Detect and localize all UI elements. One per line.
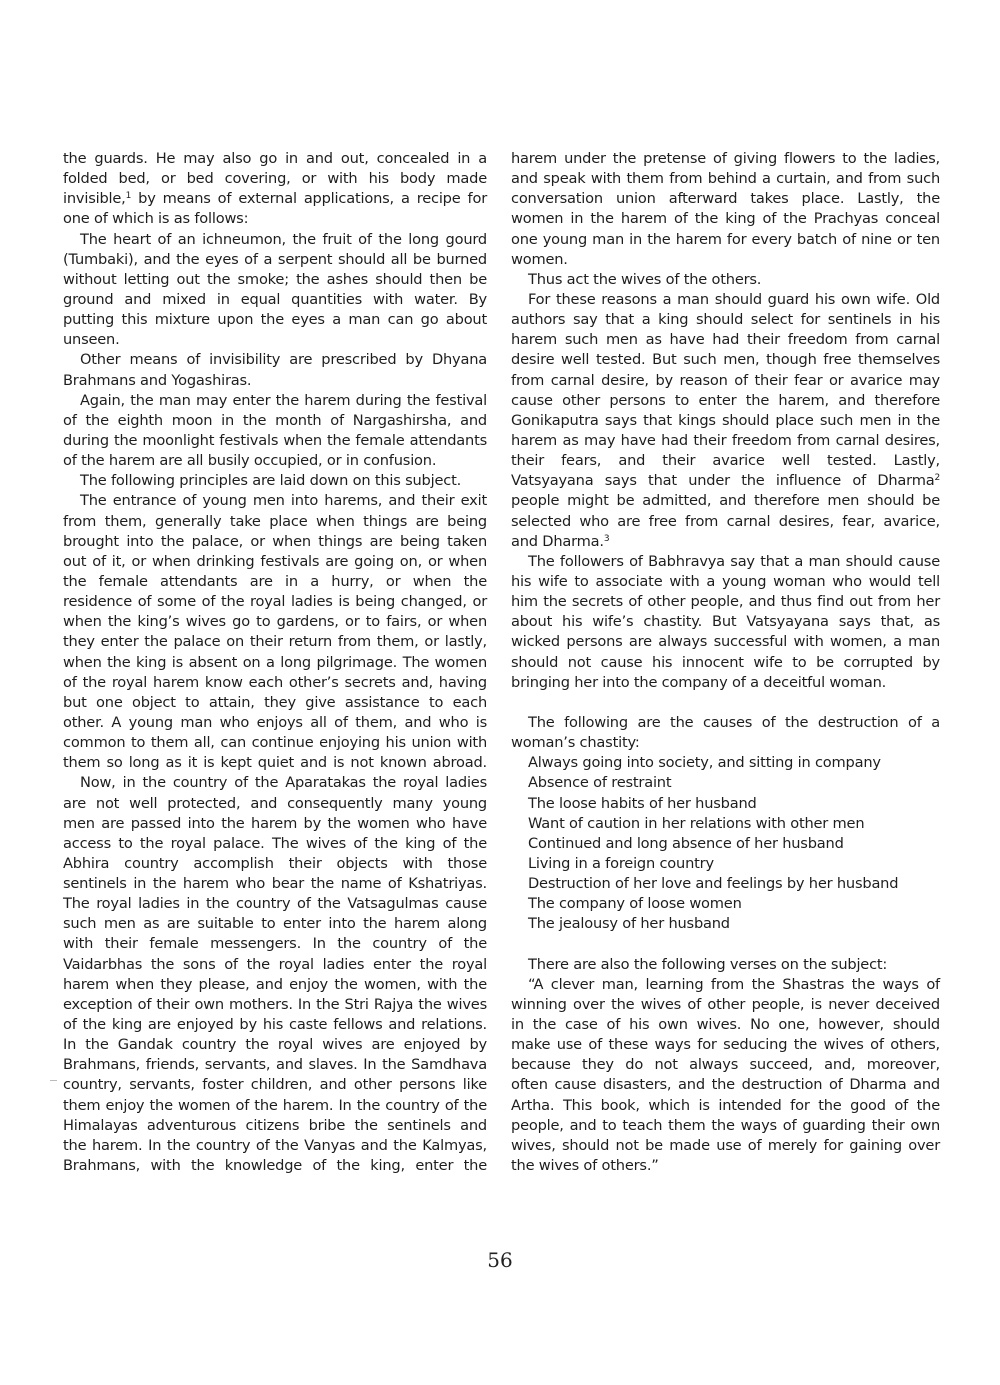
text-line: they enter the palace on their return from them, or lastly,	[63, 633, 487, 651]
list-item: Always going into society, and sitting in company	[528, 754, 881, 772]
text-line: from them, generally take place when things are being	[63, 512, 487, 530]
text-line: his wife to associate with a young woman who would tell	[511, 572, 940, 590]
text-line: and speak with them from behind a curtain, and from such	[511, 170, 940, 188]
text-line: of the harem are all busily occupied, or in confusion.	[63, 452, 437, 470]
text-line: such men as are suitable to enter into the harem along	[63, 915, 487, 933]
text-line: men are passed into the harem by the women who have	[63, 814, 487, 832]
text-line: The royal ladies in the country of the Vatsagulmas cause	[63, 895, 487, 913]
text-line: harem when they please, and enjoy the women, with the	[63, 975, 487, 993]
text-line: the guards. He may also go in and out, concealed in a	[63, 150, 487, 167]
text-line: from carnal desire, by reason of their fear or avarice may	[511, 371, 940, 389]
text-line: There are also the following verses on the subject:	[528, 955, 888, 973]
list-item: Living in a foreign country	[528, 854, 714, 872]
text-line: are not well protected, and consequently many young	[63, 794, 487, 812]
text-line: when the king’s wives go to gardens, or to fairs, or when	[63, 613, 487, 631]
text-line: the wives of others.”	[511, 1157, 659, 1175]
right-text-column	[511, 149, 940, 1176]
text-line: selected who are free from carnal desires, fear, avarice,	[511, 512, 940, 530]
text-line: winning over the wives of other people, is never deceived	[511, 995, 940, 1013]
text-line: access to the royal palace. The wives of the king of the	[63, 834, 487, 852]
paragraph-gap	[511, 693, 940, 713]
text-line: Now, in the country of the Aparatakas the royal ladies	[80, 774, 487, 792]
text-line: one young man in the harem for every batch of nine or ten	[511, 230, 940, 248]
list-item: The loose habits of her husband	[528, 794, 757, 812]
text-line: without letting out the smoke; the ashes should then be	[63, 270, 487, 288]
list-item: Destruction of her love and feelings by her husband	[528, 875, 899, 893]
list-item: The jealousy of her husband	[528, 915, 730, 933]
list-item: The company of loose women	[528, 895, 742, 913]
text-line: of the royal harem know each other’s secrets and, having	[63, 673, 487, 691]
text-line: sentinels in the harem who bear the name of Kshatriyas.	[63, 875, 487, 893]
text-line: residence of some of the royal ladies is being changed, or	[63, 593, 487, 611]
text-line: and Dharma.$^3$	[511, 532, 610, 550]
text-line: harem as may have had their freedom from carnal desires,	[511, 431, 940, 449]
text-line: people, and to teach them the ways of guarding their own	[511, 1116, 940, 1134]
text-line: them enjoy the women of the harem. In the country of the	[63, 1096, 487, 1114]
text-line: people might be admitted, and therefore men should be	[511, 492, 940, 510]
page-number: 56	[487, 1248, 513, 1272]
text-line: authors say that a king should select for sentinels in his	[511, 311, 940, 329]
text-line: desire well tested. But such men, though free themselves	[511, 351, 940, 369]
text-line: The heart of an ichneumon, the fruit of the long gourd	[80, 230, 487, 248]
text-line: Brahmans, friends, servants, and slaves. In the Samdhava	[63, 1056, 487, 1074]
text-line: often cause disasters, and the destruction of Dharma and	[511, 1076, 940, 1094]
text-line: out of it, or when drinking festivals are going on, or when	[63, 552, 487, 570]
text-line: bringing her into the company of a deceitful woman.	[511, 673, 887, 691]
left-text-column	[63, 149, 487, 1176]
text-line: woman’s chastity:	[511, 734, 640, 752]
text-line: conversation union afterward takes place. Lastly, the	[511, 190, 940, 208]
text-line: The followers of Babhravya say that a man should cause	[528, 552, 940, 570]
text-line: Brahmans and Yogashiras.	[63, 371, 252, 389]
text-line: The following principles are laid down on this subject.	[80, 472, 462, 490]
text-line: of the king are enjoyed by his caste fellows and relations.	[63, 1016, 487, 1034]
text-line: (Tumbaki), and the eyes of a serpent should all be burned	[63, 250, 487, 268]
text-line: common to them all, can continue enjoying his union with	[63, 734, 487, 752]
text-line: women in the harem of the king of the Prachyas conceal	[511, 210, 940, 228]
paragraph-gap	[511, 934, 940, 954]
text-line: harem under the pretense of giving flowers to the ladies,	[511, 150, 940, 167]
text-line: For these reasons a man should guard his own wife. Old	[528, 290, 940, 308]
text-line: In the Gandak country the royal wives are enjoyed by	[63, 1036, 487, 1054]
text-line: women.	[511, 250, 568, 268]
list-item: Continued and long absence of her husband	[528, 834, 844, 852]
text-line: cause other persons to enter the harem, and therefore	[511, 391, 940, 409]
text-line: him the secrets of other people, and thus find out from her	[511, 593, 940, 611]
text-line: “A clever man, learning from the Shastras the ways of	[528, 975, 940, 993]
text-line: Vaidarbhas the sons of the royal ladies enter the royal	[63, 955, 487, 973]
text-line: unseen.	[63, 331, 120, 349]
text-line: invisible,$^1$ by means of external applications, a recipe for	[63, 190, 487, 208]
text-line: when the king is absent on a long pilgrimage. The women	[63, 653, 487, 671]
text-line: one of which is as follows:	[63, 210, 249, 228]
text-line: Thus act the wives of the others.	[528, 270, 762, 288]
text-line: their fears, and their avarice well tested. Lastly,	[511, 452, 940, 470]
text-line: harem such men as have had their freedom from carnal	[511, 331, 940, 349]
text-line: the female attendants are in a hurry, or when the	[63, 572, 487, 590]
list-item: Want of caution in her relations with other men	[528, 814, 865, 832]
margin-mark	[50, 1080, 57, 1081]
text-line: Gonikaputra says that kings should place such men in the	[511, 411, 940, 429]
text-line: other. A young man who enjoys all of them, and who is	[63, 713, 487, 731]
text-line: because they do not always succeed, and, moreover,	[511, 1056, 940, 1074]
text-line: Artha. This book, which is intended for the good of the	[511, 1096, 940, 1114]
text-line: should not cause his innocent wife to be corrupted by	[511, 653, 940, 671]
text-line: but one object to attain, they give assistance to each	[63, 693, 487, 711]
text-line: wives, should not be made use of merely for gaining over	[511, 1136, 940, 1154]
text-line: Brahmans, with the knowledge of the king, enter the	[63, 1157, 487, 1175]
text-line: The following are the causes of the destruction of a	[528, 713, 940, 731]
text-line: wicked persons are always successful with women, a man	[511, 633, 940, 651]
text-line: putting this mixture upon the eyes a man can go about	[63, 311, 487, 329]
list-item: Absence of restraint	[528, 774, 672, 792]
text-line: Other means of invisibility are prescribed by Dhyana	[80, 351, 487, 369]
text-line: folded bed, or bed covering, or with his body made	[63, 170, 487, 188]
text-line: The entrance of young men into harems, and their exit	[80, 492, 487, 510]
text-line: country, servants, foster children, and other persons like	[63, 1076, 487, 1094]
text-line: Abhira country accomplish their objects with those	[63, 854, 487, 872]
text-line: ground and mixed in equal quantities with water. By	[63, 290, 487, 308]
text-line: with their female messengers. In the country of the	[63, 935, 487, 953]
text-line: Himalayas adventurous citizens bribe the sentinels and	[63, 1116, 487, 1134]
text-line: exception of their own mothers. In the Stri Rajya the wives	[63, 995, 487, 1013]
text-line: make use of these ways for seducing the wives of others,	[511, 1036, 940, 1054]
text-line: them so long as it is kept quiet and is not known abroad.	[63, 754, 487, 772]
text-line: in the case of his own wives. No one, however, should	[511, 1016, 940, 1034]
text-line: Vatsyayana says that under the influence of Dharma$^2$	[511, 472, 940, 490]
text-line: Again, the man may enter the harem during the festival	[80, 391, 487, 409]
text-line: about his wife’s chastity. But Vatsyayana says that, as	[511, 613, 940, 631]
text-line: brought into the palace, or when things are being taken	[63, 532, 487, 550]
text-line: the harem. In the country of the Vanyas and the Kalmyas,	[63, 1136, 487, 1154]
text-line: during the moonlight festivals when the female attendants	[63, 431, 487, 449]
text-line: of the eighth moon in the month of Nargashirsha, and	[63, 411, 487, 429]
